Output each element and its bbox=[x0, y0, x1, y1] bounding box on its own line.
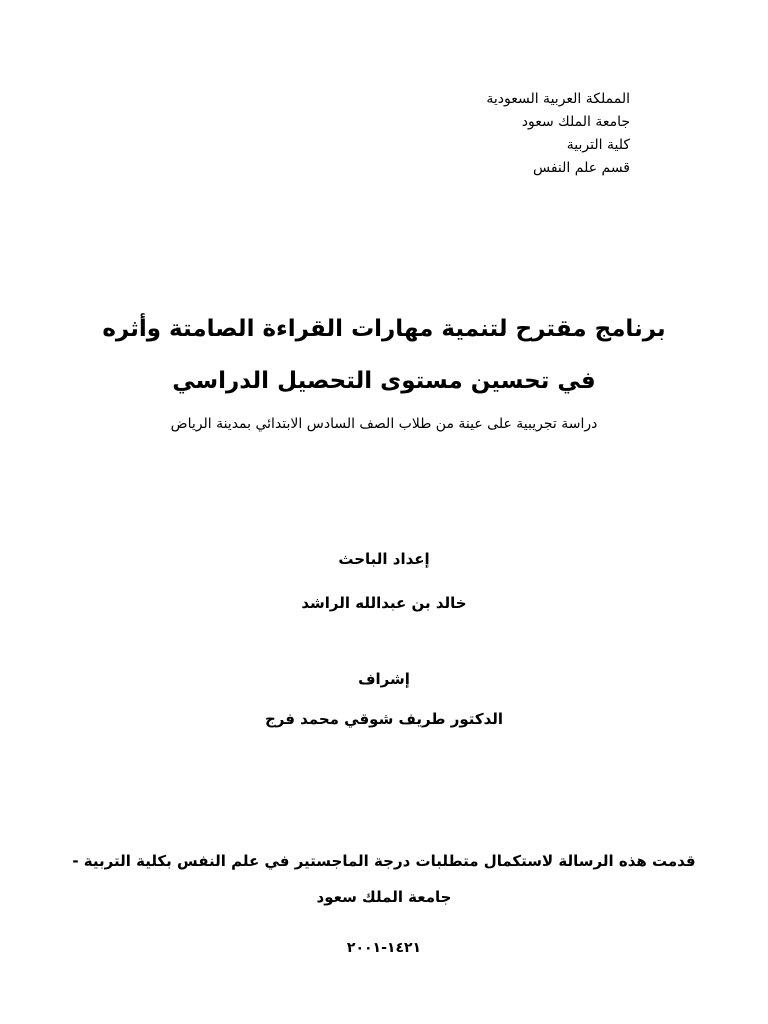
thesis-title-line-2: في تحسين مستوى التحصيل الدراسي bbox=[172, 368, 596, 394]
thesis-title-line-1: برنامج مقترح لتنمية مهارات القراءة الصامتة وأثره bbox=[102, 316, 666, 342]
submission-statement-line-1: قدمت هذه الرسالة لاستكمال متطلبات درجة الماجستير في علم النفس بكلية التربية - bbox=[72, 852, 696, 870]
supervisor-name: الدكتور طريف شوقي محمد فرج bbox=[264, 710, 504, 728]
supervision-label: إشراف bbox=[358, 670, 410, 688]
thesis-subtitle: دراسة تجريبية على عينة من طلاب الصف السادس الابتدائي بمدينة الرياض bbox=[170, 416, 598, 432]
author-name: خالد بن عبدالله الراشد bbox=[301, 594, 467, 612]
institution-header bbox=[330, 88, 630, 180]
prepared-by-label: إعداد الباحث bbox=[338, 550, 430, 568]
country-name: المملكة العربية السعودية bbox=[486, 91, 630, 107]
submission-year: ١٤٢١-٢٠٠١ bbox=[346, 940, 422, 956]
college-name: كلية التربية bbox=[566, 137, 630, 153]
department-name: قسم علم النفس bbox=[532, 160, 630, 176]
submission-statement-line-2: جامعة الملك سعود bbox=[316, 888, 452, 906]
university-name: جامعة الملك سعود bbox=[521, 114, 630, 130]
